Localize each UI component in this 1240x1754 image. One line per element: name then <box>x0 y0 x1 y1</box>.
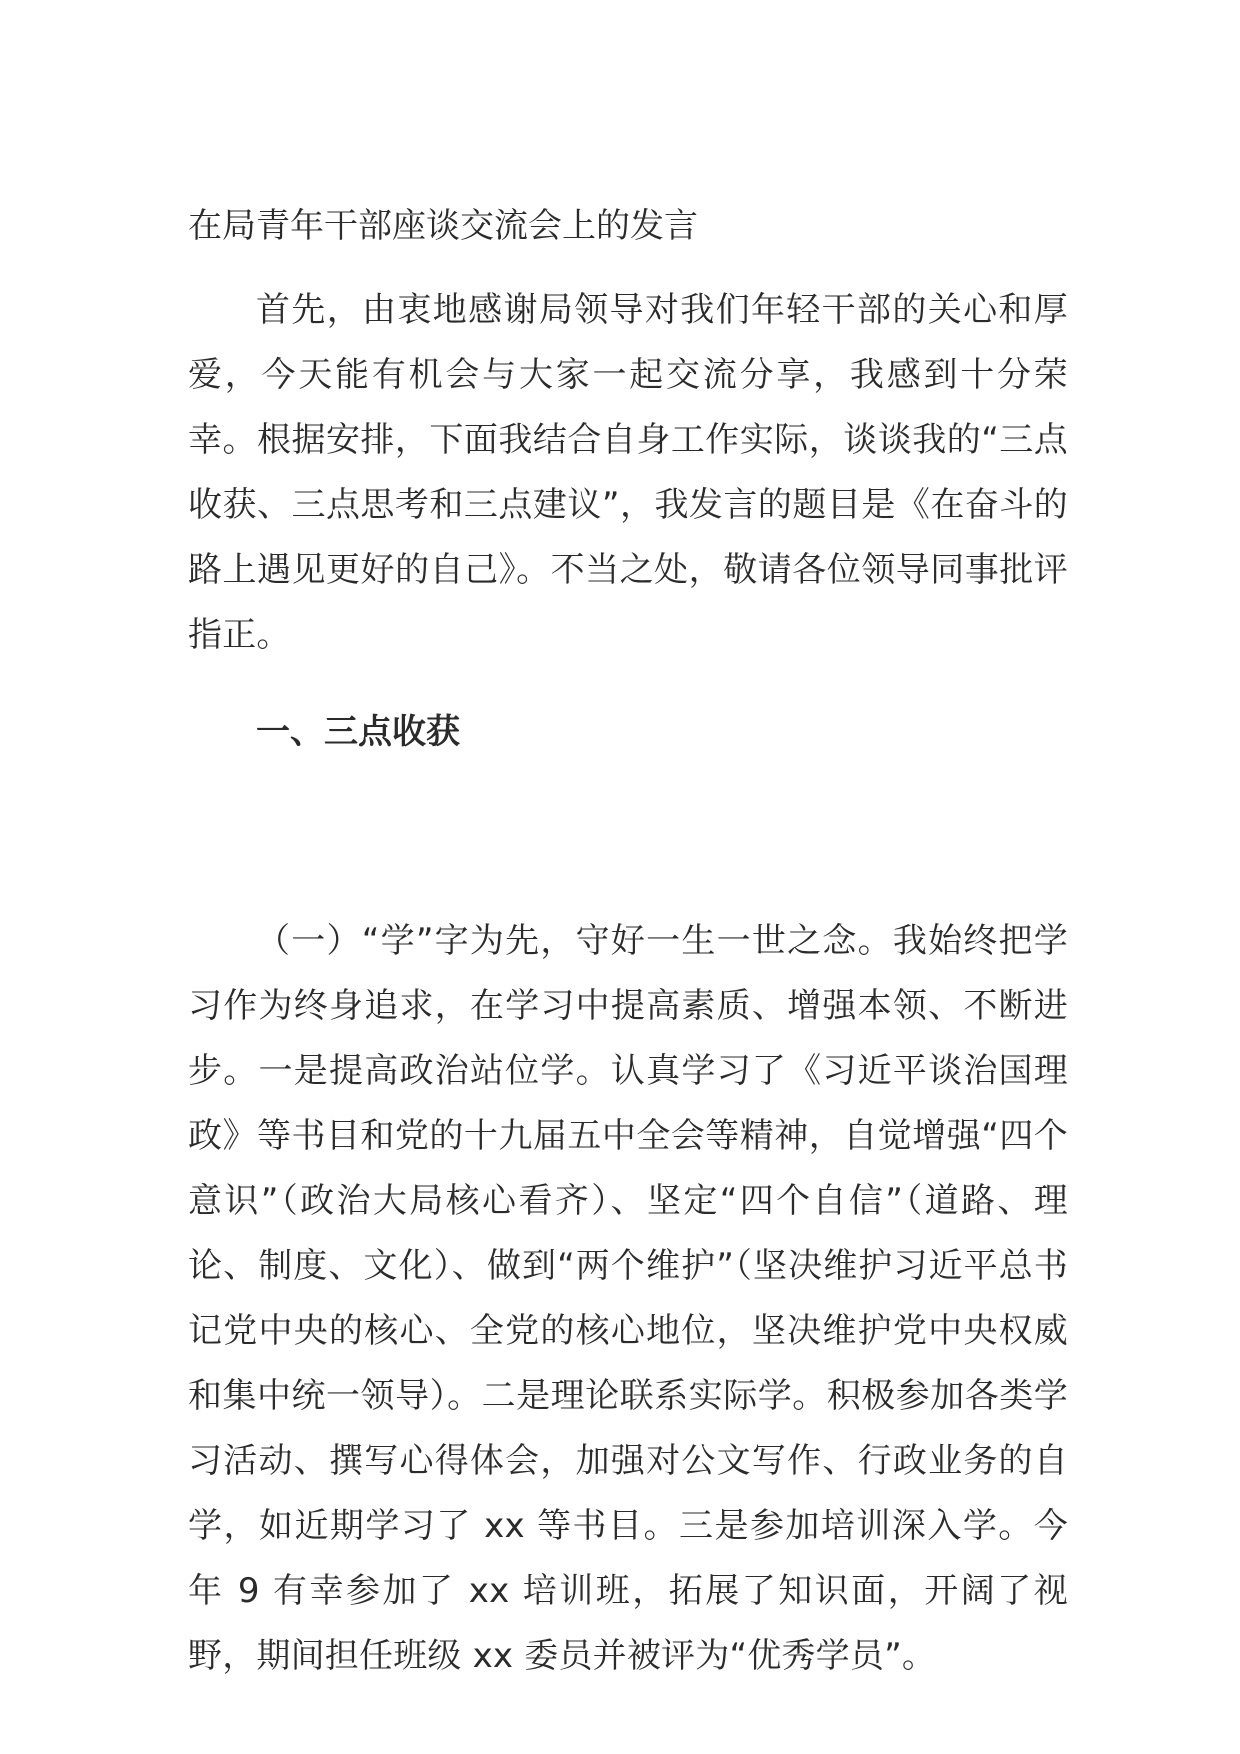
section-heading: 一、三点收获 <box>256 712 460 752</box>
section-paragraph: （一）“学”字为先，守好一生一世之念。我始终把学习作为终身追求，在学习中提高素质、增强本领、不断进步。一是提高政治站位学。认真学习了《习近平谈治国理政》等书目和党的十九届五中全会等精神，自觉增强“四个意识”（政治大局核心看齐）、坚定“四个自信”（道路、理论、制度、文化）、做到“两个维护”（坚决维护习近平总书记党中央的核心、全党的核心地位，坚决维护党中央权威和集中统一领导）。二是理论联系实际学。积极参加各类学习活动、撰写心得体会，加强对公文写作、行政业务的自学，如近期学习了 xx 等书目。三是参加培训深入学。今年 9 有幸参加了 xx 培训班，拓展了知识面，开阔了视野，期间担任班级 xx 委员并被评为“优秀学员”。 <box>188 921 1068 1676</box>
document-title: 在局青年干部座谈交流会上的发言 <box>188 206 698 246</box>
intro-paragraph: 首先，由衷地感谢局领导对我们年轻干部的关心和厚爱，今天能有机会与大家一起交流分享，我感到十分荣幸。根据安排，下面我结合自身工作实际，谈谈我的“三点收获、三点思考和三点建议”，我发言的题目是《在奋斗的路上遇见更好的自己》。不当之处，敬请各位领导同事批评指正。 <box>188 290 1068 655</box>
